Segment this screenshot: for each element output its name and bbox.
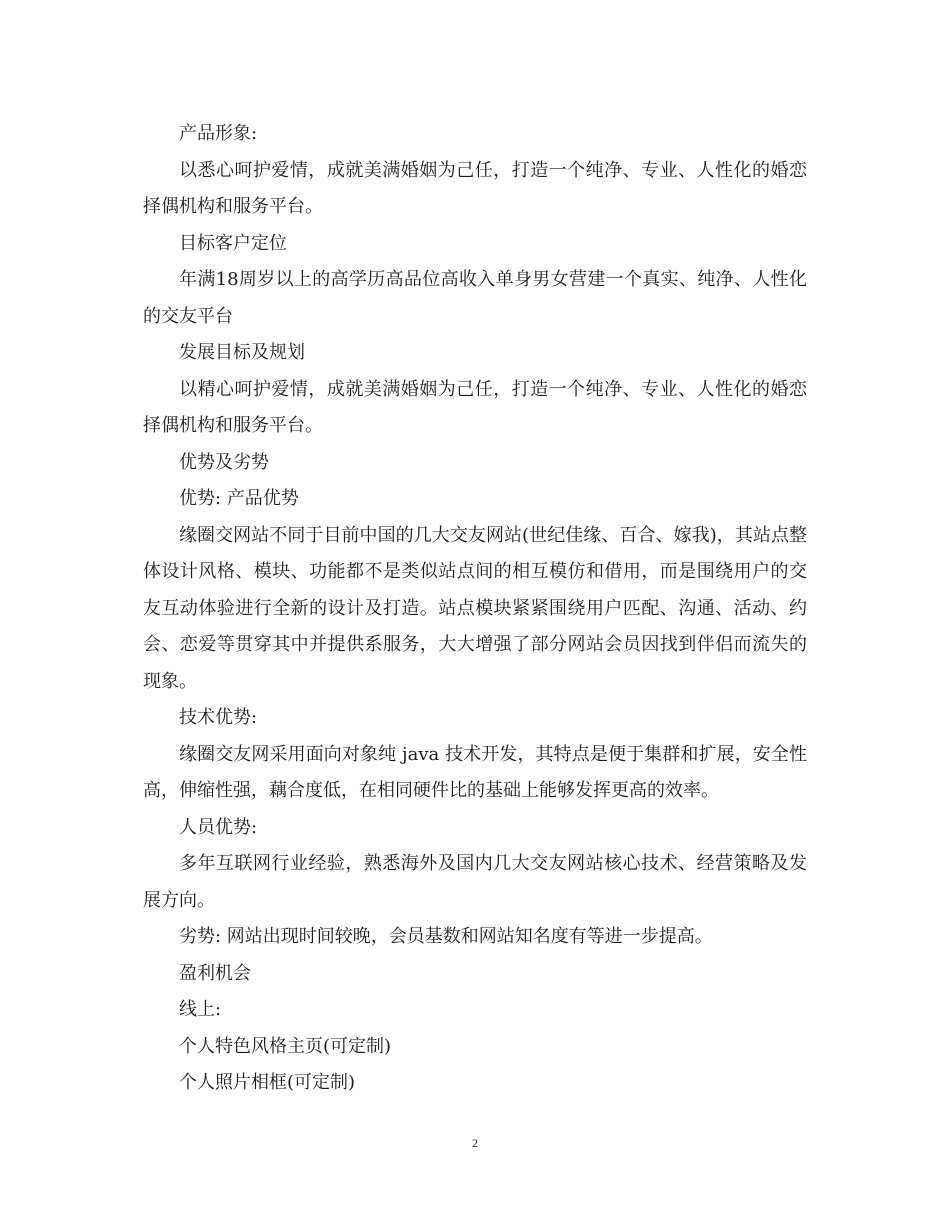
paragraph-strengths-weaknesses-heading: 优势及劣势: [179, 451, 269, 473]
paragraph-product-image-heading: 产品形象:: [179, 123, 258, 144]
paragraph-product-image-text: 以悉心呵护爱情，成就美满婚姻为己任，打造一个纯净、专业、人性化的婚恋择偶机构和服务平台。: [143, 159, 807, 217]
paragraph-photo-frame-item: 个人照片相框(可定制): [179, 1072, 356, 1093]
paragraph-staff-strength-heading: 人员优势:: [179, 816, 258, 838]
paragraph-profit-heading: 盈利机会: [179, 962, 251, 984]
page-number: 2: [472, 1136, 478, 1150]
paragraph-tech-strength-heading: 技术优势:: [179, 707, 258, 728]
paragraph-weakness-text: 劣势: 网站出现时间较晚，会员基数和网站知名度有等进一步提高。: [179, 926, 713, 947]
paragraph-goals-text: 以精心呵护爱情，成就美满婚姻为己任，打造一个纯净、专业、人性化的婚恋择偶机构和服务平台。: [143, 378, 807, 436]
paragraph-product-strength-heading: 优势: 产品优势: [179, 488, 299, 509]
paragraph-homepage-item: 个人特色风格主页(可定制): [179, 1035, 392, 1057]
paragraph-target-customer-text: 年满18周岁以上的高学历高品位高收入单身男女营建一个真实、纯净、人性化的交友平台: [143, 269, 807, 327]
document-body: [143, 116, 807, 1102]
paragraph-goals-heading: 发展目标及规划: [179, 342, 305, 363]
paragraph-online-heading: 线上:: [179, 999, 222, 1020]
paragraph-staff-strength-text: 多年互联网行业经验，熟悉海外及国内几大交友网站核心技术、经营策略及发展方向。: [143, 853, 807, 911]
paragraph-target-customer-heading: 目标客户定位: [179, 232, 287, 254]
paragraph-tech-strength-text: 缘圈交友网采用面向对象纯 java 技术开发，其特点是便于集群和扩展，安全性高，伸缩性强，藕合度低，在相同硬件比的基础上能够发挥更高的效率。: [143, 743, 807, 801]
paragraph-product-strength-text: 缘圈交网站不同于目前中国的几大交友网站(世纪佳缘、百合、嫁我)，其站点整体设计风格、模块、功能都不是类似站点间的相互模仿和借用，而是围绕用户的交友互动体验进行全新的设计及打造。站点模块紧紧围绕用户匹配、沟通、活动、约会、恋爱等贯穿其中并提供系服务，大大增强了部分网站会员因找到伴侣而流失的现象。: [143, 524, 807, 692]
